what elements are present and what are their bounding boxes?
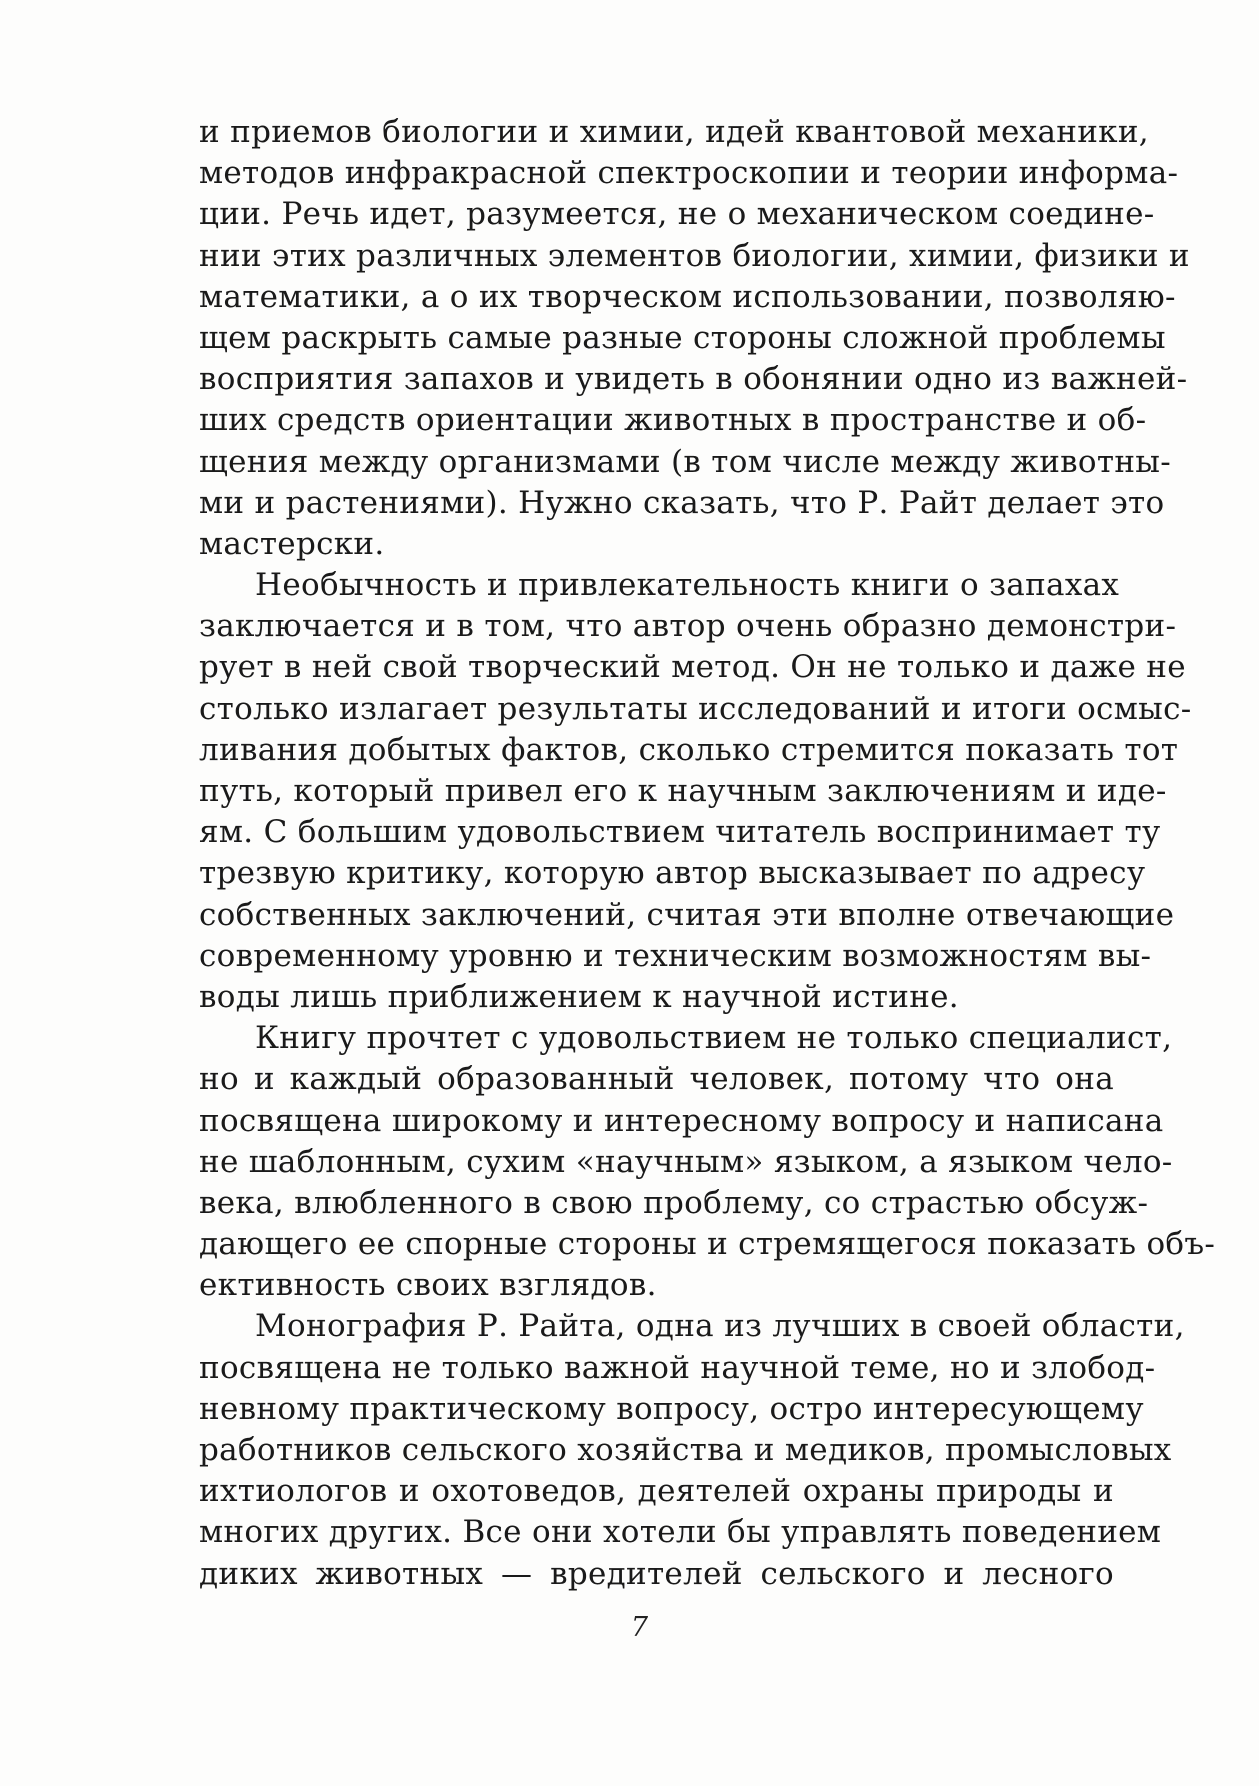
text-line: рует в ней свой творческий метод. Он не только и даже не — [199, 649, 1186, 686]
text-line: ции. Речь идет, разумеется, не о механическом соедине- — [199, 196, 1155, 233]
text-line: Книгу прочтет с удовольствием не только специалист, — [255, 1020, 1173, 1057]
paragraph — [199, 565, 1192, 1018]
text-line: Монография Р. Райта, одна из лучших в своей области, — [255, 1308, 1185, 1345]
text-line: ективность своих взглядов. — [199, 1267, 657, 1304]
text-line: мастерски. — [199, 525, 385, 562]
text-line: методов инфракрасной спектроскопии и теории информа- — [199, 155, 1179, 192]
text-line: посвящена широкому и интересному вопросу и написана — [199, 1102, 1164, 1139]
text-line: дающего ее спорные стороны и стремящегося показать объ- — [199, 1226, 1216, 1263]
text-line: ливания добытых фактов, сколько стремится показать тот — [199, 731, 1179, 768]
paragraph — [199, 1306, 1185, 1594]
text-line: не шаблонным, сухим «научным» языком, а языком чело- — [199, 1143, 1173, 1180]
text-line: невному практическому вопросу, остро интересующему — [199, 1390, 1144, 1427]
text-line: диких животных — вредителей сельского и лесного — [199, 1555, 1114, 1592]
text-line: щем раскрыть самые разные стороны сложной проблемы — [199, 319, 1166, 356]
text-line: Необычность и привлекательность книги о запахах — [255, 567, 1120, 604]
paragraph — [199, 1018, 1216, 1306]
text-line: ми и растениями). Нужно сказать, что Р. Райт делает это — [199, 484, 1165, 521]
text-line: ям. С большим удовольствием читатель воспринимает ту — [199, 814, 1161, 851]
text-line: современному уровню и техническим возможностям вы- — [199, 937, 1152, 974]
text-line: заключается и в том, что автор очень образно демонстри- — [199, 608, 1177, 645]
text-line: математики, а о их творческом использовании, позволяю- — [199, 278, 1176, 315]
text-line: работников сельского хозяйства и медиков, промысловых — [199, 1432, 1172, 1468]
text-line: путь, который привел его к научным заключениям и иде- — [199, 773, 1167, 809]
text-line: и приемов биологии и химии, идей квантовой механики, — [199, 114, 1149, 150]
text-line: столько излагает результаты исследований и итоги осмыс- — [199, 690, 1192, 727]
text-line: посвящена не только важной научной теме, но и злобод- — [199, 1349, 1156, 1386]
text-line: нии этих различных элементов биологии, химии, физики и — [199, 237, 1190, 274]
text-line: многих других. Все они хотели бы управлять поведением — [199, 1514, 1162, 1551]
text-line: ших средств ориентации животных в пространстве и об- — [199, 402, 1147, 439]
text-line: но и каждый образованный человек, потому что она — [199, 1061, 1114, 1098]
body-text — [199, 112, 1216, 1595]
text-line: восприятия запахов и увидеть в обонянии одно из важней- — [199, 361, 1188, 398]
text-line: воды лишь приближением к научной истине. — [199, 978, 959, 1015]
text-line: века, влюбленного в свою проблему, со страстью обсуж- — [199, 1184, 1149, 1221]
text-line: трезвую критику, которую автор высказывает по адресу — [199, 855, 1146, 892]
text-line: ихтиологов и охотоведов, деятелей охраны природы и — [199, 1473, 1114, 1510]
page-number: 7 — [630, 1612, 649, 1643]
text-line: собственных заключений, считая эти вполне отвечающие — [199, 896, 1175, 933]
text-line: щения между организмами (в том числе между животны- — [199, 443, 1172, 480]
paragraph — [199, 112, 1190, 565]
